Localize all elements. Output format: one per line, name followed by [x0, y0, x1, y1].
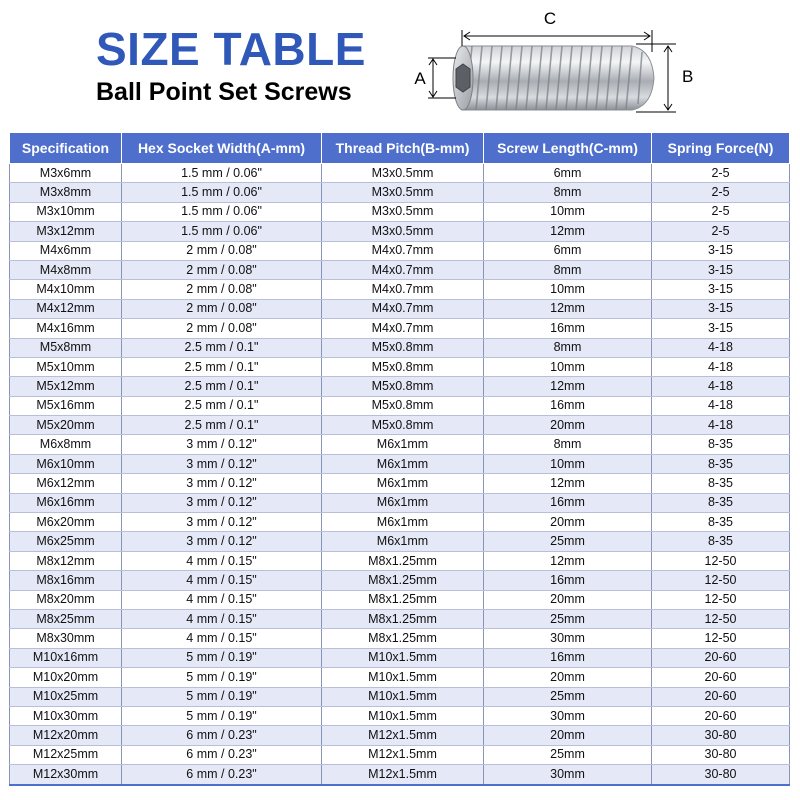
table-cell: M4x12mm [10, 299, 122, 318]
table-cell: 2 mm / 0.08" [122, 260, 322, 279]
table-cell: M3x0.5mm [322, 183, 484, 202]
table-cell: M10x16mm [10, 648, 122, 667]
table-cell: M6x1mm [322, 532, 484, 551]
table-cell: M3x12mm [10, 222, 122, 241]
table-cell: M3x0.5mm [322, 222, 484, 241]
table-cell: M5x0.8mm [322, 357, 484, 376]
table-cell: 6 mm / 0.23" [122, 745, 322, 764]
table-cell: 2.5 mm / 0.1" [122, 357, 322, 376]
table-cell: M5x0.8mm [322, 396, 484, 415]
table-cell: 16mm [484, 319, 652, 338]
table-cell: 20-60 [652, 648, 790, 667]
page-title: SIZE TABLE [96, 23, 366, 75]
table-cell: M8x1.25mm [322, 571, 484, 590]
table-cell: 4-18 [652, 357, 790, 376]
table-cell: 30-80 [652, 765, 790, 785]
table-cell: M6x1mm [322, 513, 484, 532]
table-cell: M6x12mm [10, 474, 122, 493]
table-cell: 20-60 [652, 687, 790, 706]
table-cell: M10x1.5mm [322, 706, 484, 725]
table-row [10, 726, 790, 745]
table-cell: 20mm [484, 726, 652, 745]
table-cell: 3 mm / 0.12" [122, 454, 322, 473]
table-cell: M8x30mm [10, 629, 122, 648]
table-row [10, 338, 790, 357]
table-cell: M8x25mm [10, 609, 122, 628]
table-cell: M4x10mm [10, 280, 122, 299]
table-cell: 20mm [484, 416, 652, 435]
table-row [10, 319, 790, 338]
table-cell: M3x6mm [10, 164, 122, 183]
table-cell: M4x8mm [10, 260, 122, 279]
table-cell: M6x20mm [10, 513, 122, 532]
table-cell: 30-80 [652, 745, 790, 764]
table-cell: M10x1.5mm [322, 687, 484, 706]
table-cell: 2-5 [652, 164, 790, 183]
table-cell: 12-50 [652, 551, 790, 570]
table-cell: M10x20mm [10, 668, 122, 687]
table-cell: 8-35 [652, 454, 790, 473]
table-cell: 20mm [484, 513, 652, 532]
table-cell: 20mm [484, 668, 652, 687]
table-row [10, 629, 790, 648]
table-cell: M5x0.8mm [322, 338, 484, 357]
table-row [10, 202, 790, 221]
table-cell: 6mm [484, 164, 652, 183]
table-row [10, 377, 790, 396]
table-cell: 30mm [484, 706, 652, 725]
table-cell: 6mm [484, 241, 652, 260]
table-cell: 16mm [484, 493, 652, 512]
table-cell: 2.5 mm / 0.1" [122, 416, 322, 435]
table-cell: M5x12mm [10, 377, 122, 396]
table-cell: 3-15 [652, 299, 790, 318]
dimension-c-label: C [543, 9, 557, 28]
table-row [10, 513, 790, 532]
table-cell: M6x16mm [10, 493, 122, 512]
table-row [10, 299, 790, 318]
column-header: Hex Socket Width(A-mm) [122, 133, 322, 164]
table-cell: 2 mm / 0.08" [122, 280, 322, 299]
table-row [10, 687, 790, 706]
table-cell: M6x1mm [322, 435, 484, 454]
table-cell: 2.5 mm / 0.1" [122, 396, 322, 415]
table-row [10, 493, 790, 512]
table-cell: M6x25mm [10, 532, 122, 551]
table-cell: 6 mm / 0.23" [122, 726, 322, 745]
table-cell: M3x8mm [10, 183, 122, 202]
size-table [9, 132, 790, 786]
table-cell: 12mm [484, 474, 652, 493]
dimension-a-label: A [414, 69, 426, 88]
table-row [10, 280, 790, 299]
table-cell: 5 mm / 0.19" [122, 668, 322, 687]
table-cell: M12x20mm [10, 726, 122, 745]
table-cell: M5x16mm [10, 396, 122, 415]
table-row [10, 551, 790, 570]
table-cell: 25mm [484, 532, 652, 551]
table-cell: M5x10mm [10, 357, 122, 376]
table-cell: 2.5 mm / 0.1" [122, 377, 322, 396]
column-header: Thread Pitch(B-mm) [322, 133, 484, 164]
table-cell: 12mm [484, 551, 652, 570]
table-cell: 8mm [484, 183, 652, 202]
table-row [10, 396, 790, 415]
table-cell: M6x1mm [322, 474, 484, 493]
table-cell: 12-50 [652, 629, 790, 648]
header [0, 0, 800, 130]
table-cell: M8x1.25mm [322, 609, 484, 628]
table-row [10, 454, 790, 473]
table-cell: 4 mm / 0.15" [122, 551, 322, 570]
table-cell: 3-15 [652, 241, 790, 260]
column-header: Screw Length(C-mm) [484, 133, 652, 164]
table-cell: 4-18 [652, 338, 790, 357]
table-cell: M5x0.8mm [322, 416, 484, 435]
table-row [10, 745, 790, 764]
table-cell: 5 mm / 0.19" [122, 706, 322, 725]
table-cell: M8x20mm [10, 590, 122, 609]
table-cell: 12-50 [652, 609, 790, 628]
table-row [10, 474, 790, 493]
table-cell: 8-35 [652, 532, 790, 551]
table-cell: M10x25mm [10, 687, 122, 706]
table-cell: M8x12mm [10, 551, 122, 570]
table-cell: 8mm [484, 435, 652, 454]
table-cell: M12x1.5mm [322, 745, 484, 764]
table-cell: M4x0.7mm [322, 319, 484, 338]
table-row [10, 357, 790, 376]
table-row [10, 222, 790, 241]
table-row [10, 241, 790, 260]
table-cell: 10mm [484, 357, 652, 376]
table-cell: 3 mm / 0.12" [122, 435, 322, 454]
table-cell: 20-60 [652, 706, 790, 725]
table-cell: 20-60 [652, 668, 790, 687]
table-cell: 2-5 [652, 202, 790, 221]
table-cell: 30-80 [652, 726, 790, 745]
table-cell: 4-18 [652, 377, 790, 396]
table-cell: 30mm [484, 629, 652, 648]
table-cell: M10x1.5mm [322, 648, 484, 667]
table-cell: 4 mm / 0.15" [122, 629, 322, 648]
table-cell: 8-35 [652, 474, 790, 493]
table-cell: 12mm [484, 222, 652, 241]
table-cell: M5x8mm [10, 338, 122, 357]
table-cell: M5x20mm [10, 416, 122, 435]
table-cell: M4x0.7mm [322, 280, 484, 299]
table-cell: 3 mm / 0.12" [122, 493, 322, 512]
table-cell: 1.5 mm / 0.06" [122, 183, 322, 202]
table-row [10, 590, 790, 609]
table-cell: 3 mm / 0.12" [122, 474, 322, 493]
dimension-b-label: B [682, 67, 694, 86]
table-cell: 16mm [484, 396, 652, 415]
table-cell: 8-35 [652, 493, 790, 512]
table-cell: 1.5 mm / 0.06" [122, 202, 322, 221]
table-row [10, 260, 790, 279]
table-cell: M12x30mm [10, 765, 122, 785]
page-subtitle: Ball Point Set Screws [96, 78, 352, 106]
table-cell: 16mm [484, 571, 652, 590]
table-row [10, 648, 790, 667]
column-header: Spring Force(N) [652, 133, 790, 164]
table-cell: M6x1mm [322, 454, 484, 473]
table-cell: M12x1.5mm [322, 765, 484, 785]
table-cell: M3x10mm [10, 202, 122, 221]
table-cell: 12mm [484, 377, 652, 396]
table-cell: M10x30mm [10, 706, 122, 725]
table-cell: 2 mm / 0.08" [122, 319, 322, 338]
table-cell: 16mm [484, 648, 652, 667]
table-cell: 8-35 [652, 435, 790, 454]
table-cell: 10mm [484, 280, 652, 299]
table-cell: 1.5 mm / 0.06" [122, 222, 322, 241]
table-cell: 2 mm / 0.08" [122, 299, 322, 318]
table-cell: 20mm [484, 590, 652, 609]
table-row [10, 765, 790, 785]
table-body [10, 164, 790, 786]
table-cell: 3 mm / 0.12" [122, 532, 322, 551]
dimension-a [428, 58, 456, 98]
table-cell: 3-15 [652, 260, 790, 279]
table-cell: M8x1.25mm [322, 590, 484, 609]
table-cell: 30mm [484, 765, 652, 785]
table-cell: 4-18 [652, 416, 790, 435]
screw-body [453, 46, 654, 110]
table-row [10, 571, 790, 590]
table-cell: 25mm [484, 745, 652, 764]
table-cell: M4x6mm [10, 241, 122, 260]
table-cell: 25mm [484, 687, 652, 706]
table-cell: M8x1.25mm [322, 551, 484, 570]
table-cell: 1.5 mm / 0.06" [122, 164, 322, 183]
table-cell: 5 mm / 0.19" [122, 648, 322, 667]
table-cell: M6x8mm [10, 435, 122, 454]
table-cell: M6x1mm [322, 493, 484, 512]
table-cell: 12-50 [652, 590, 790, 609]
set-screw-diagram [400, 0, 800, 130]
table-row [10, 435, 790, 454]
table-cell: 4 mm / 0.15" [122, 571, 322, 590]
table-cell: 4-18 [652, 396, 790, 415]
table-cell: M5x0.8mm [322, 377, 484, 396]
table-cell: 2-5 [652, 183, 790, 202]
table-cell: M12x1.5mm [322, 726, 484, 745]
table-cell: 3 mm / 0.12" [122, 513, 322, 532]
table-cell: M4x0.7mm [322, 241, 484, 260]
table-row [10, 609, 790, 628]
table-header [10, 133, 790, 164]
table-cell: 4 mm / 0.15" [122, 609, 322, 628]
table-cell: M4x0.7mm [322, 260, 484, 279]
table-cell: 3-15 [652, 280, 790, 299]
table-cell: 12-50 [652, 571, 790, 590]
table-row [10, 183, 790, 202]
table-row [10, 668, 790, 687]
table-cell: M10x1.5mm [322, 668, 484, 687]
table-cell: M4x0.7mm [322, 299, 484, 318]
table-cell: 25mm [484, 609, 652, 628]
table-cell: M6x10mm [10, 454, 122, 473]
table-cell: M8x16mm [10, 571, 122, 590]
table-cell: 8-35 [652, 513, 790, 532]
table-row [10, 706, 790, 725]
table-cell: M12x25mm [10, 745, 122, 764]
table-cell: 2 mm / 0.08" [122, 241, 322, 260]
table-cell: 10mm [484, 202, 652, 221]
table-cell: 4 mm / 0.15" [122, 590, 322, 609]
table-row [10, 164, 790, 183]
table-cell: M8x1.25mm [322, 629, 484, 648]
table-cell: M4x16mm [10, 319, 122, 338]
table-row [10, 532, 790, 551]
hex-socket-icon [456, 64, 470, 92]
table-row [10, 416, 790, 435]
table-cell: 6 mm / 0.23" [122, 765, 322, 785]
table-cell: 8mm [484, 338, 652, 357]
table-cell: 12mm [484, 299, 652, 318]
table-cell: M3x0.5mm [322, 202, 484, 221]
table-cell: 2.5 mm / 0.1" [122, 338, 322, 357]
table-cell: M3x0.5mm [322, 164, 484, 183]
table-cell: 5 mm / 0.19" [122, 687, 322, 706]
table-cell: 8mm [484, 260, 652, 279]
table-cell: 2-5 [652, 222, 790, 241]
table-cell: 3-15 [652, 319, 790, 338]
table-cell: 10mm [484, 454, 652, 473]
column-header: Specification [10, 133, 122, 164]
